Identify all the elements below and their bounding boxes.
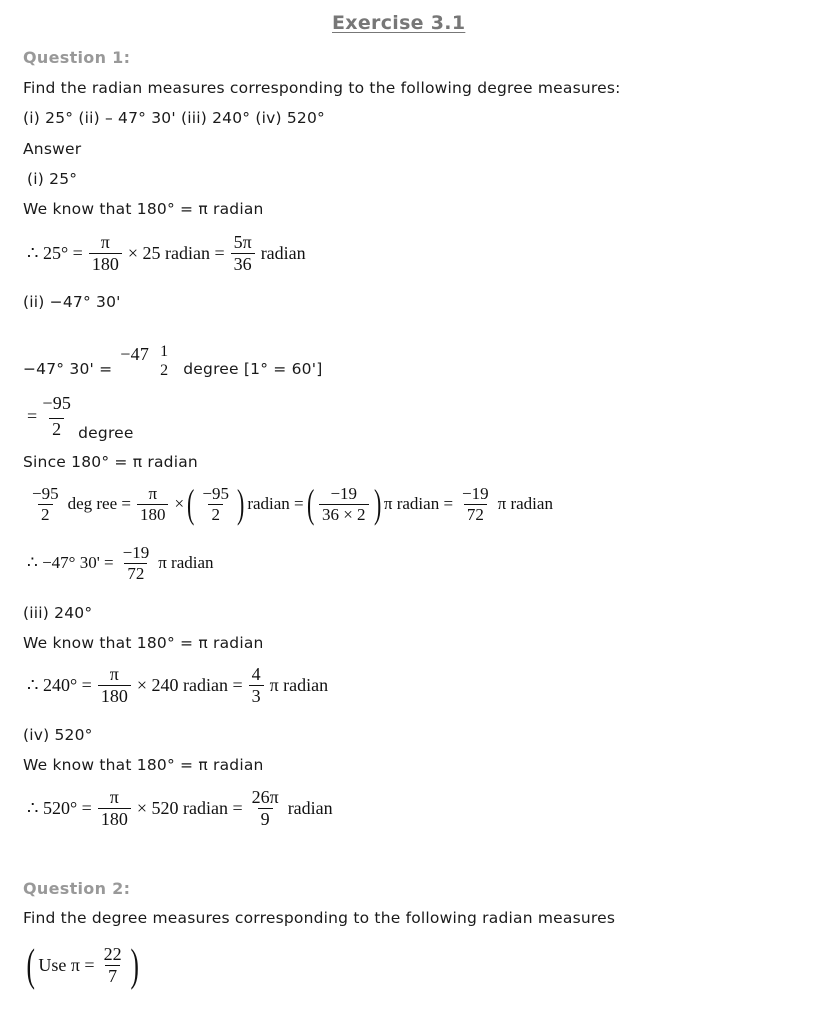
fraction — [199, 485, 232, 524]
numerator: 26π — [251, 787, 279, 807]
numerator: 22 — [103, 943, 122, 964]
eq-text: × 25 radian = — [127, 242, 225, 263]
numerator: π — [109, 787, 119, 807]
part-1-label: (i) 25° — [27, 170, 78, 188]
part-1-known: We know that 180° = π radian — [23, 200, 264, 218]
denominator: 180 — [98, 808, 131, 829]
part-2-equation-2 — [27, 544, 214, 583]
eq-text: ∴ −47° 30' = — [27, 553, 114, 573]
fraction — [137, 485, 169, 524]
denominator: 3 — [249, 685, 264, 706]
eq-text: radian = — [247, 494, 304, 513]
denominator: 7 — [105, 965, 120, 986]
answer-label: Answer — [23, 140, 82, 158]
fraction — [157, 344, 171, 380]
fraction — [98, 788, 131, 829]
eq-text: π radian = — [383, 494, 454, 513]
numerator: 4 — [251, 664, 261, 684]
denominator: 9 — [258, 808, 273, 829]
numerator: −19 — [462, 483, 489, 503]
eq-text: ∴ 25° = — [27, 242, 83, 263]
eq-text: degree [1° = 60'] — [183, 359, 323, 378]
numerator: 5π — [233, 232, 252, 252]
right-paren: ) — [373, 481, 381, 526]
denominator: 36 — [231, 253, 255, 274]
right-paren: ) — [130, 939, 139, 990]
denominator: 180 — [89, 253, 122, 274]
part-2-label: (ii) −47° 30' — [23, 293, 121, 311]
part-2-line1 — [23, 330, 322, 380]
denominator: 72 — [124, 563, 147, 583]
numerator: −95 — [202, 483, 229, 503]
numerator: π — [148, 483, 158, 503]
numerator: −19 — [122, 543, 150, 562]
denominator: 2 — [208, 504, 223, 524]
question-2-heading: Question 2: — [23, 879, 131, 898]
numerator: −95 — [32, 483, 59, 503]
numerator: π — [109, 664, 119, 684]
numerator: π — [100, 232, 110, 252]
question-1-items: (i) 25° (ii) – 47° 30' (iii) 240° (iv) 520° — [23, 109, 325, 127]
eq-text: degree — [78, 424, 134, 442]
part-4-equation — [27, 788, 333, 829]
numerator: −19 — [330, 483, 358, 503]
eq-text: π radian — [158, 553, 214, 573]
part-4-known: We know that 180° = π radian — [23, 756, 264, 774]
page-title: Exercise 3.1 — [332, 12, 466, 34]
fraction — [98, 665, 131, 706]
left-paren: ( — [26, 939, 35, 990]
denominator: 2 — [38, 504, 53, 524]
mixed-number — [120, 330, 173, 380]
eq-text: ∴ 240° = — [27, 674, 92, 695]
part-3-label: (iii) 240° — [23, 604, 93, 622]
eq-text: × 240 radian = — [136, 674, 243, 695]
denominator: 180 — [98, 685, 131, 706]
question-1-prompt: Find the radian measures corresponding to the following degree measures: — [23, 79, 621, 97]
fraction — [120, 544, 153, 583]
fraction — [89, 233, 122, 274]
eq-text: −47° 30' = — [23, 359, 113, 378]
part-4-label: (iv) 520° — [23, 726, 93, 744]
eq-text: π radian — [497, 494, 553, 513]
fraction — [231, 233, 255, 274]
fraction — [249, 665, 264, 706]
eq-text: radian — [287, 797, 333, 818]
question-2-prompt: Find the degree measures corresponding to the following radian measures — [23, 909, 616, 927]
denominator: 180 — [137, 504, 169, 524]
eq-text: = — [27, 405, 38, 426]
fraction — [249, 788, 282, 829]
denominator: 72 — [464, 504, 487, 524]
part-3-equation — [27, 665, 328, 706]
denominator: 2 — [160, 361, 169, 379]
eq-text: radian — [260, 242, 306, 263]
fraction — [39, 394, 74, 439]
eq-text: × 520 radian = — [136, 797, 243, 818]
fraction — [459, 485, 492, 524]
fraction — [29, 485, 62, 524]
question-1-heading: Question 1: — [23, 48, 131, 67]
part-2-equation-1 — [27, 481, 553, 526]
eq-text: × — [174, 494, 185, 513]
eq-text: deg ree = — [67, 494, 131, 513]
eq-text: Use π = — [38, 954, 95, 975]
left-paren: ( — [187, 481, 195, 526]
part-2-line2 — [27, 390, 134, 442]
denominator: 2 — [49, 418, 64, 439]
left-paren: ( — [306, 481, 314, 526]
eq-text: π radian — [269, 674, 329, 695]
numerator: 1 — [160, 343, 169, 360]
fraction — [319, 485, 369, 524]
fraction — [101, 945, 125, 986]
question-2-hint — [26, 939, 139, 990]
denominator: 36 × 2 — [319, 504, 369, 524]
mixed-whole: −47 — [120, 344, 150, 365]
right-paren: ) — [236, 481, 245, 526]
numerator: −95 — [42, 392, 72, 413]
part-3-known: We know that 180° = π radian — [23, 634, 264, 652]
eq-text: ∴ 520° = — [27, 797, 92, 818]
part-2-since: Since 180° = π radian — [23, 453, 198, 471]
part-1-equation — [27, 233, 306, 274]
